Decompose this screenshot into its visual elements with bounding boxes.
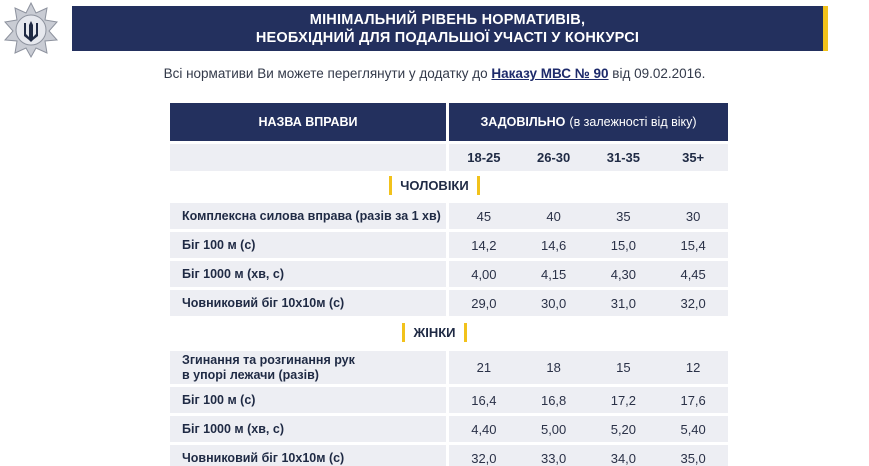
age-col: 26-30	[537, 150, 571, 165]
header-satisfactory: ЗАДОВІЛЬНО (в залежності від віку)	[449, 103, 728, 141]
age-row	[449, 144, 728, 171]
exercise-name: Біг 100 м (с)	[170, 232, 446, 258]
table-row: Біг 100 м (с) 16,4 16,8 17,2 17,6	[170, 387, 728, 413]
table-row: Біг 1000 м (хв, с) 4,00 4,15 4,30 4,45	[170, 261, 728, 287]
exercise-name: Комплексна силова вправа (разів за 1 хв)	[170, 203, 446, 229]
order-link[interactable]: Наказу МВС № 90	[491, 66, 609, 81]
subtitle-suffix: від 09.02.2016.	[608, 66, 706, 81]
age-col: 31-35	[606, 150, 640, 165]
title-banner	[72, 6, 828, 51]
age-col: 35+	[682, 150, 705, 165]
exercise-name: Біг 100 м (с)	[170, 387, 446, 413]
table-row: Човниковий біг 10х10м (с) 29,0 30,0 31,0 32,0	[170, 290, 728, 316]
table-row: Комплексна силова вправа (разів за 1 хв) 45 40 35 30	[170, 203, 728, 229]
exercise-name: Згинання та розгинання рук в упорі лежачи (разів)	[170, 351, 446, 384]
table-row: Біг 100 м (с) 14,2 14,6 15,0 15,4	[170, 232, 728, 258]
table-row: Біг 1000 м (хв, с) 4,40 5,00 5,20 5,40	[170, 416, 728, 442]
banner-title-line1: МІНІМАЛЬНИЙ РІВЕНЬ НОРМАТИВІВ,	[309, 12, 586, 28]
age-row-spacer	[170, 144, 446, 171]
section-women: ЖІНКИ	[0, 323, 869, 342]
header-satisfactory-note: (в залежності від віку)	[569, 115, 697, 129]
police-emblem-icon	[2, 1, 60, 59]
banner-title-line2: НЕОБХІДНИЙ ДЛЯ ПОДАЛЬШОЇ УЧАСТІ У КОНКУРСІ	[255, 30, 640, 46]
exercise-name: Човниковий біг 10х10м (с)	[170, 445, 446, 466]
subtitle	[0, 66, 869, 81]
table-row: Човниковий біг 10х10м (с) 32,0 33,0 34,0 35,0	[170, 445, 728, 466]
age-col: 18-25	[467, 150, 501, 165]
table-row: Згинання та розгинання рук в упорі лежачи (разів) 21 18 15 12	[170, 351, 728, 384]
header-exercise-name: НАЗВА ВПРАВИ	[170, 103, 446, 141]
exercise-name: Човниковий біг 10х10м (с)	[170, 290, 446, 316]
exercise-name: Біг 1000 м (хв, с)	[170, 416, 446, 442]
subtitle-prefix: Всі нормативи Ви можете переглянути у додатку до	[163, 66, 492, 81]
exercise-name: Біг 1000 м (хв, с)	[170, 261, 446, 287]
section-men: ЧОЛОВІКИ	[0, 176, 869, 195]
